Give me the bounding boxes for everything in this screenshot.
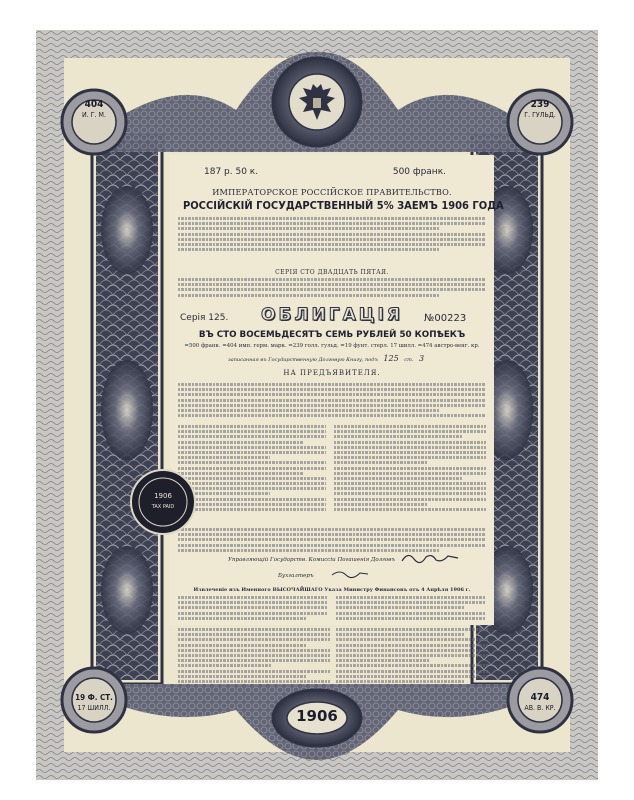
- bond-number: №00223: [424, 313, 467, 324]
- bookkeeper-signature: [330, 567, 370, 579]
- corner-bottom-right-value: 474: [530, 692, 550, 703]
- price-francs: 500 франк.: [392, 167, 446, 177]
- registry-text: записанная въ Государственную Долговую Книгу, подъ: [228, 357, 378, 363]
- registry-line: [228, 354, 424, 363]
- corner-bottom-left-unit: 17 ШИЛЛ.: [77, 704, 111, 712]
- issue-terms-text: [178, 217, 486, 273]
- stamp-text-line1: [0, 0, 1, 1]
- corner-bottom-right-unit: АВ. В. КР.: [524, 704, 556, 712]
- stamp-year: 1906: [154, 492, 172, 500]
- registry-article: 3: [419, 354, 425, 363]
- manager-signature: [400, 551, 460, 565]
- corner-top-left-unit: И. Г. М.: [82, 111, 106, 119]
- corner-top-right-unit: Г. ГУЛЬД.: [524, 111, 556, 119]
- bond-text-panel: [170, 155, 504, 625]
- regulations-right-lower: [336, 628, 488, 690]
- corner-bottom-left-value: 19 Ф. СТ.: [75, 693, 113, 702]
- payment-terms-text: [178, 383, 486, 423]
- corner-bottom-right: [517, 693, 563, 713]
- corner-top-left-value: 404: [84, 99, 104, 110]
- series-words: СЕРІЯ СТО ДВАДЦАТЬ ПЯТАЯ.: [275, 269, 389, 276]
- regulations-title: Извлеченіе изъ Именного ВЫСОЧАЙШАГО Указа Министру Финансовъ отъ 4 Апрѣля 1906 г.: [193, 587, 471, 593]
- stamp-text: TAX PAID: [151, 504, 175, 510]
- bond-heading: ОБЛИГАЦІЯ: [261, 305, 403, 325]
- bearer-label: НА ПРЕДЪЯВИТЕЛЯ.: [283, 369, 381, 377]
- tax-paid-stamp: [128, 467, 198, 537]
- corner-top-right-value: 239: [530, 99, 550, 110]
- payment-places-left: [178, 425, 326, 525]
- payment-places-right: [334, 425, 486, 525]
- manager-signature-label: Управляющій Государств. Комиссіи Погашенія Долговъ: [228, 557, 396, 563]
- imperial-eagle-icon: [297, 82, 337, 124]
- series-details-text: [178, 278, 486, 304]
- corner-bottom-left: [71, 693, 117, 713]
- corner-top-right: [517, 100, 563, 120]
- loan-title: РОССІЙСКІЙ ГОСУДАРСТВЕННЫЙ 5% ЗАЕМЪ 1906 ГОДА: [182, 199, 504, 212]
- corner-top-left: [71, 100, 117, 120]
- bond-series-label: Серія 125.: [180, 313, 229, 323]
- registry-suffix: ст.: [404, 357, 414, 363]
- regulations-right: [336, 596, 486, 624]
- year-label: 1906: [296, 707, 338, 725]
- bookkeeper-label: Бухгалтеръ: [278, 573, 314, 579]
- price-rubles: 187 р. 50 к.: [204, 167, 259, 177]
- regulations-left-lower: [178, 628, 330, 690]
- regulations-left: [178, 596, 328, 624]
- amount-equivalents: =500 франк. =404 имп. герм. марк. =239 голл. гульд. =19 фунт. стерл. 17 шилл. =474 австро-венг. кр.: [184, 343, 480, 349]
- government-title: ИМПЕРАТОРСКОЕ РОССІЙСКОЕ ПРАВИТЕЛЬСТВО.: [212, 187, 452, 197]
- amount-in-words: ВЪ СТО ВОСЕМЬДЕСЯТЪ СЕМЬ РУБЛЕЙ 50 КОПѢЕКЪ: [198, 329, 466, 340]
- registry-number: 125: [383, 354, 399, 363]
